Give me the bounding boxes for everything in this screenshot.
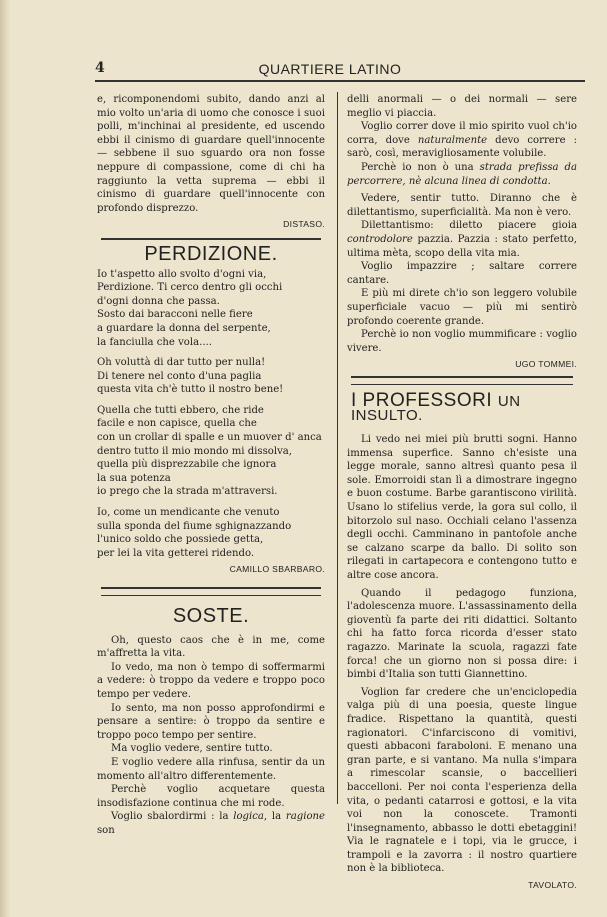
text-run: son: [97, 824, 115, 836]
verse-line: con un crollar di spalle e un muover d' anca: [97, 432, 322, 444]
soste-paragraph: [347, 120, 577, 161]
signature-sbarbaro: CAMILLO SBARBARO.: [229, 564, 325, 575]
text-run: Perchè io non ò una: [361, 161, 480, 173]
verse-line: a guardare la donna del serpente,: [97, 322, 271, 334]
verse-line: Perdizione. Ti cerco dentro gli occhi: [97, 282, 283, 294]
verse-line: la fanciulla che vola....: [97, 336, 212, 348]
soste-paragraph: Ma voglio vedere, sentire tutto.: [111, 743, 273, 755]
verse-line: questa vita ch'è tutto il nostro bene!: [97, 384, 284, 396]
signature-tommei: UGO TOMMEI.: [515, 359, 577, 370]
verse-line: Di tenere nel conto d'una paglia: [97, 370, 262, 382]
header-rule: [95, 80, 585, 82]
column-divider: [337, 92, 338, 804]
text-run: Voglio correr dove il mio spirito vuol ch'io corra, dove: [347, 121, 577, 146]
page-edge-shadow: [0, 0, 10, 917]
soste-paragraph: [347, 161, 577, 188]
soste-paragraph: Io vedo, ma non ò tempo di soffermarmi a vedere: ò troppo da vedere e troppo poco tempo per vedere.: [97, 661, 325, 700]
perdizione-title: PERDIZIONE.: [144, 242, 278, 265]
signature-tavolato: TAVOLATO.: [528, 880, 577, 891]
verse-line: dentro tutto il mio mondo mi dissolva,: [97, 445, 292, 457]
section-divider: [101, 238, 321, 240]
soste-paragraph: Vedere, sentir tutto. Diranno che è dilettantismo, superficialità. Ma non è vero.: [347, 193, 577, 218]
section-divider-thin: [101, 595, 321, 596]
italic-run: logica: [233, 811, 264, 823]
professori-title-sub: UN INSULTO.: [351, 392, 521, 425]
signature-distaso: DISTASO.: [283, 219, 325, 230]
verse-line: Oh voluttà di dar tutto per nulla!: [97, 357, 266, 369]
verse-line: io prego che la strada m'attraversi.: [97, 486, 278, 498]
soste-paragraph: Perchè voglio acquetare questa insodisfazione continua che mi rode.: [97, 784, 325, 809]
italic-run: naturalmente: [417, 134, 488, 146]
section-divider-thin: [351, 384, 573, 385]
soste-paragraph: Voglio impazzire ; saltare correre cantare.: [347, 261, 577, 286]
stanza-1: [97, 268, 325, 350]
page-number: 4: [95, 60, 105, 76]
soste-paragraph: delli anormali — o dei normali — sere meglio vi piaccia.: [347, 94, 577, 119]
verse-line: Io, come un mendicante che venuto: [97, 507, 280, 519]
professori-paragraph: Voglion far credere che un'enciclopedia valga più di una poesia, queste lingue fradice. Rispettano la quantità, questi ragionatori. C'infarciscono di vomitivi, questi abbaconi faraboloni. E menano una gran parte, e si vantano. Ma nulla s'impara a rimescolar scansie, o baccellieri baccelloni. Per noi conta l'esperienza della vita, o pedanti catarrosi e gottosi, e la vita voi non la conoscete. Tramonti l'insegnamento, abbasso le dotti ebetaggini! Via le ragnatele e i topi, via le grucce, i trampoli e la zavorra : il nostro quartiere non è la biblioteca.: [347, 686, 577, 875]
perdizione-poem: [97, 268, 325, 561]
journal-title: QUARTIERE LATINO: [258, 61, 402, 77]
text-run: pazzia. Pazzia : stato perfetto, ultima mèta, scopo della vita mia.: [347, 233, 577, 259]
text-run: devo correre : sarò, così, meravigliosamente volubile.: [347, 134, 577, 160]
soste-paragraph: E voglio vedere alla rinfusa, sentir da un momento all'altro differentemente.: [97, 756, 325, 782]
verse-line: sulla sponda del fiume sghignazzando: [97, 520, 292, 532]
verse-line: Io t'aspetto allo svolto d'ogni via,: [97, 268, 267, 280]
stanza-4: [97, 506, 325, 560]
left-column: [97, 93, 325, 838]
stanza-3: [97, 404, 325, 499]
text-run: , la: [263, 811, 286, 823]
right-column: [347, 93, 577, 893]
section-divider: [351, 376, 573, 378]
professori-title-main: I PROFESSORI: [351, 389, 493, 411]
verse-line: quella più disprezzabile che ignora: [97, 459, 277, 471]
running-header: [95, 60, 585, 80]
soste-paragraph: [347, 219, 577, 260]
soste-paragraph: E più mi direte ch'io son leggero volubile superficiale vacuo — più mi sentirò profondo coerente grande.: [347, 288, 577, 327]
professori-paragraph: Li vedo nei miei più brutti sogni. Hanno immensa superfice. Sanno ch'esiste una legge morale, sanno altresì quanto pesa il sole. Emorroidi stan lì a dimostrare ingegno e buon costume. Barbe garantiscono virilità. Usano lo stifelius verde, la gora sul collo, il bitorzolo sul naso. Occhiali celano l'assenza degli occhi. Camminano in pantofole anche se calzano scarpe da ballo. Di solito son rilegati in cartapecora e contengono tutto e altre cose ancora.: [347, 434, 577, 581]
verse-line: Sosto dai baracconi nelle fiere: [97, 309, 253, 321]
verse-line: l'unico soldo che possiede getta,: [97, 534, 264, 546]
verse-line: facile e non capisce, quella che: [97, 418, 257, 430]
professori-title: [347, 389, 577, 425]
verse-line: per lei la vita getterei ridendo.: [97, 547, 255, 559]
soste-paragraph: [97, 810, 325, 837]
soste-paragraph: Perchè io non voglio mummificare : voglio vivere.: [347, 329, 577, 354]
verse-line: la sua potenza: [97, 472, 171, 484]
stanza-2: [97, 356, 325, 397]
verse-line: Quella che tutti ebbero, che ride: [97, 404, 264, 416]
text-run: Dilettantismo: diletto piacere gioia: [361, 220, 577, 232]
text-run: Voglio sbalordirmi : la: [111, 811, 234, 823]
soste-paragraph: Oh, questo caos che è in me, come m'affretta la vita.: [97, 634, 325, 660]
distaso-text: e, ricomponendomi subito, dando anzi al mio volto un'aria di uomo che conosce i suoi polli, m'inchinai al presidente, ed uscendo ebbi il cinismo di guardare quell'innocente — sebbene il suo sguardo ora non fosse neppure di compassione, come di chi ha raggiunto la vetta suprema — ebbi il cinismo di guardare quell'innocente con profondo disprezzo.: [97, 94, 325, 214]
italic-run: controdolore: [347, 233, 413, 245]
soste-title: SOSTE.: [172, 605, 250, 627]
verse-line: d'ogni donna che passa.: [97, 295, 220, 307]
italic-run: ragione: [285, 811, 325, 823]
section-divider: [101, 587, 321, 589]
professori-paragraph: Quando il pedagogo funziona, l'adolescenza muore. L'assassinamento della gioventù fa parte dei riti didattici. Soltanto chi ha fatto forca ricorda d'esser stato ragazzo. Marinate la scuola, ragazzi fate forca! che un giorno non si possa dire: i bimbi d'Italia son tutti Giannettino.: [347, 587, 577, 681]
italic-run: strada prefissa da percorrere, nè alcuna linea di condotta.: [347, 161, 578, 187]
soste-paragraph: Io sento, ma non posso approfondirmi e pensare a sentire: ò troppo da sentire e troppo poco tempo per sentire.: [97, 702, 325, 741]
